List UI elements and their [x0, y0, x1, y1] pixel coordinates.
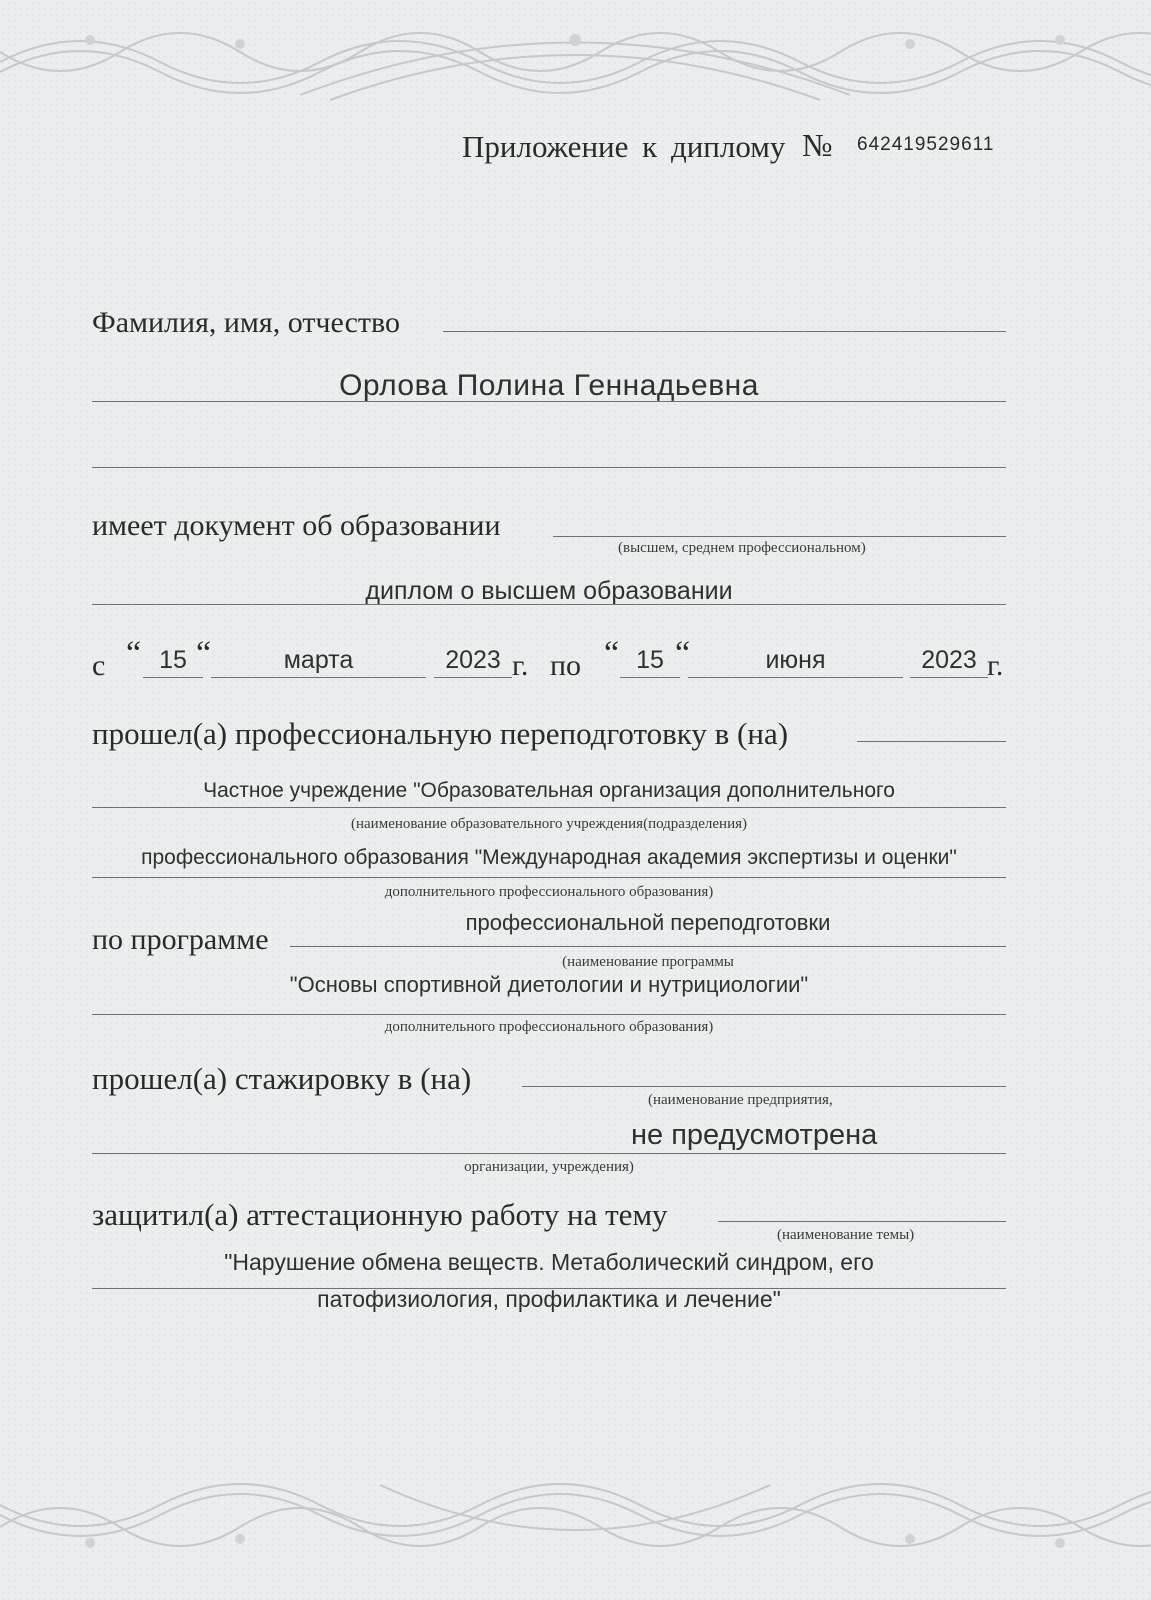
thesis-topic-line-2: патофизиология, профилактика и лечение" — [317, 1286, 781, 1312]
institution-line-1: Частное учреждение "Образовательная организация дополнительного — [203, 779, 895, 802]
internship-value: не предусмотрена — [631, 1119, 878, 1151]
period-to-prefix: по — [550, 649, 582, 682]
open-quote: “ — [126, 635, 142, 672]
institution-hint: (наименование образовательного учреждения(подразделения) — [351, 816, 747, 832]
thesis-label: защитил(а) аттестационную работу на тему — [92, 1197, 668, 1232]
underline — [522, 1086, 1006, 1087]
diploma-number: 642419529611 — [857, 134, 995, 155]
internship-hint: (наименование предприятия, — [648, 1092, 833, 1108]
full-name-value: Орлова Полина Геннадьевна — [339, 369, 759, 402]
retraining-label: прошел(а) профессиональную переподготовку в (на) — [92, 716, 789, 751]
underline — [718, 1221, 1006, 1222]
period-to-month: июня — [765, 646, 826, 674]
close-quote: “ — [196, 635, 212, 672]
year-suffix: г. — [512, 649, 529, 682]
period-to-day: 15 — [636, 646, 664, 674]
period-from-day: 15 — [159, 646, 187, 674]
underline — [92, 877, 1006, 878]
underline — [92, 604, 1006, 605]
top-ornament — [0, 0, 1151, 120]
period-from-prefix: с — [92, 649, 106, 682]
underline — [92, 467, 1006, 468]
full-name-label: Фамилия, имя, отчество — [92, 306, 400, 339]
period-from-month: марта — [283, 646, 354, 674]
underline — [434, 677, 512, 678]
document-title: Приложение к диплому — [462, 129, 786, 164]
underline — [211, 677, 426, 678]
underline — [443, 331, 1006, 332]
thesis-hint: (наименование темы) — [777, 1227, 915, 1243]
thesis-topic-line-1: "Нарушение обмена веществ. Метаболический синдром, его — [224, 1249, 874, 1275]
underline — [620, 677, 680, 678]
number-sign: № — [802, 127, 833, 163]
program-line-2: "Основы спортивной диетологии и нутрициологии" — [289, 972, 809, 997]
program-hint: (наименование программы — [562, 954, 734, 970]
underline — [92, 1014, 1006, 1015]
education-document-value: диплом о высшем образовании — [365, 577, 733, 605]
program-label: по программе — [92, 923, 269, 956]
program-line-1: профессиональной переподготовки — [465, 910, 831, 935]
institution-line-2: профессионального образования "Международная академия экспертизы и оценки" — [141, 846, 957, 869]
underline — [910, 677, 988, 678]
period-to-year: 2023 — [921, 646, 977, 674]
bottom-ornament — [0, 1465, 1151, 1585]
internship-label: прошел(а) стажировку в (на) — [92, 1061, 472, 1096]
underline — [553, 536, 1006, 537]
underline — [92, 807, 1006, 808]
internship-hint-2: организации, учреждения) — [464, 1159, 634, 1175]
underline — [857, 741, 1006, 742]
year-suffix: г. — [987, 649, 1004, 682]
education-document-label: имеет документ об образовании — [92, 509, 501, 542]
underline — [143, 677, 203, 678]
underline — [688, 677, 903, 678]
open-quote: “ — [604, 635, 620, 672]
institution-hint-2: дополнительного профессионального образования) — [384, 884, 714, 900]
underline — [92, 401, 1006, 402]
program-hint-2: дополнительного профессионального образования) — [384, 1019, 714, 1035]
period-from-year: 2023 — [445, 646, 501, 674]
underline — [290, 946, 1006, 947]
underline — [92, 1153, 1006, 1154]
education-document-hint: (высшем, среднем профессиональном) — [618, 540, 866, 556]
close-quote: “ — [675, 635, 691, 672]
